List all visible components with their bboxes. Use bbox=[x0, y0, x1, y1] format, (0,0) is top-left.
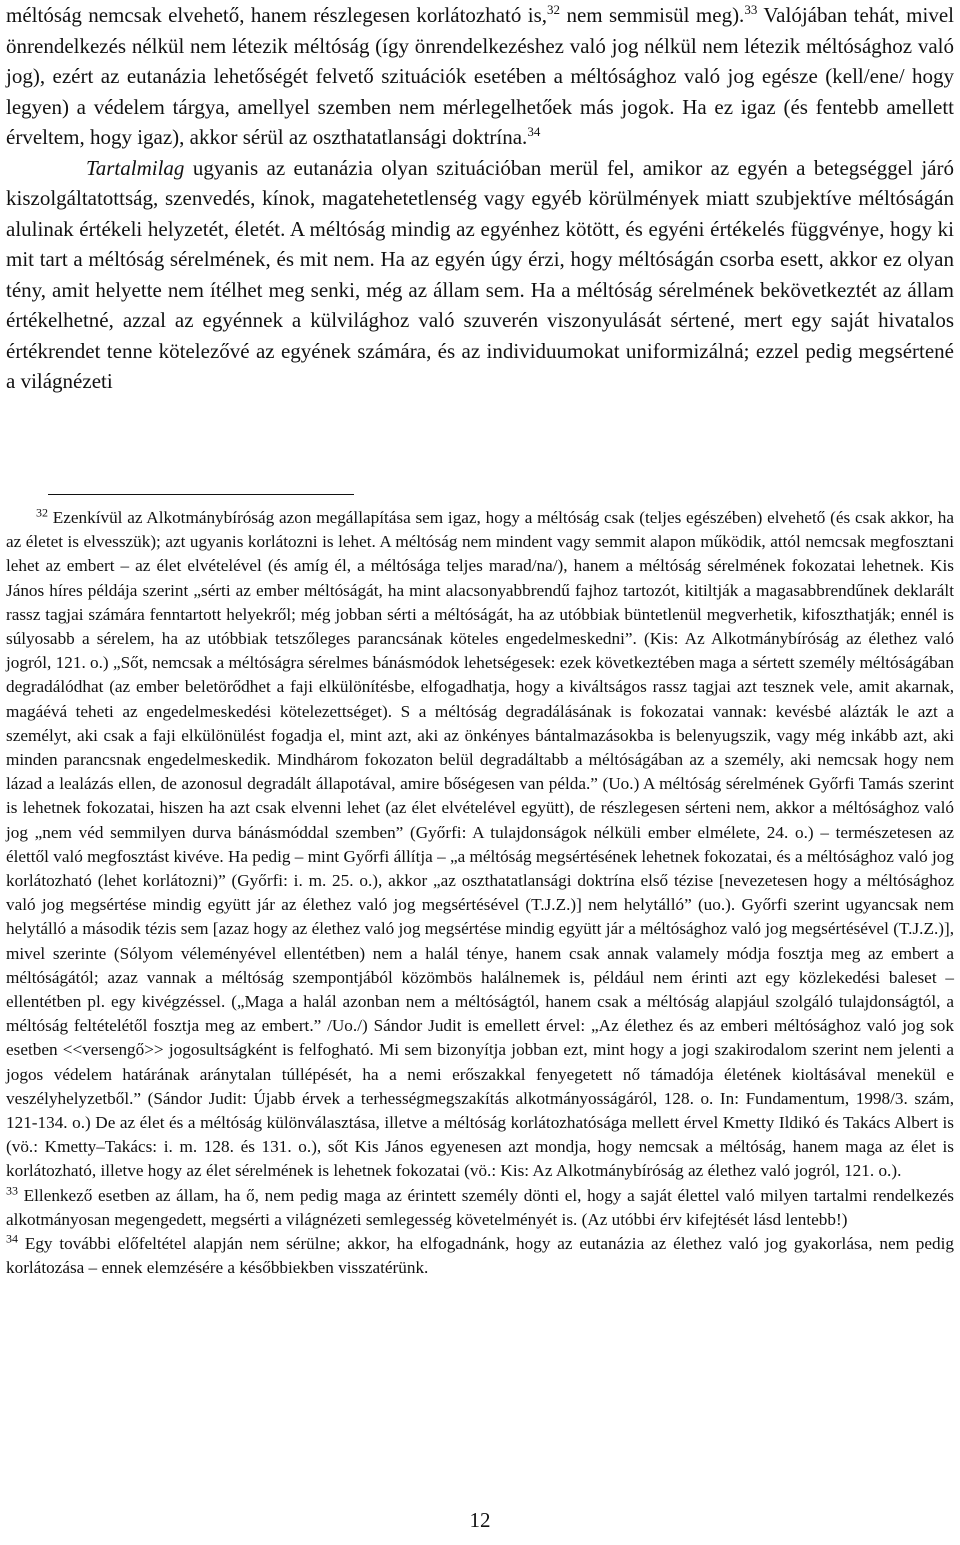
footnote-number: 32 bbox=[36, 505, 48, 520]
footnotes-section bbox=[6, 506, 954, 1281]
document-page bbox=[6, 0, 954, 1545]
paragraph-text: Valójában tehát, mivel önrendelkezés nélkül nem létezik méltóság (így önrendelkezéshez való jog nélkül nem létezik méltósághoz való jog), ezért az eutanázia lehetőségét felvető szituációk esetében a méltósághoz való jog egésze (kell/ene/ hogy legyen) a védelem tárgya, amellyel szemben nem mérlegelhetőek más jogok. Ha ez igaz (és fentebb amellett érveltem, hogy igaz), akkor sérül az oszthatatlansági doktrína. bbox=[6, 3, 954, 149]
footnote-number: 33 bbox=[6, 1182, 18, 1197]
footnote-33 bbox=[6, 1184, 954, 1232]
footnote-ref-34[interactable]: 34 bbox=[527, 124, 541, 139]
emphasized-word: Tartalmilag bbox=[86, 155, 185, 180]
footnote-text: Ezenkívül az Alkotmánybíróság azon megállapítása sem igaz, hogy a méltóság csak (teljes egészében) elvehető (és csak akkor, ha az életet is elvesszük); azt ugyanis korlátozni is lehet. A méltóság nem mindent vagy semmit alapon működik, attól nemcsak megfosztani lehet az embert – az élet elvételével (és amíg él, a méltósága teljes marad/na/), hanem a méltóság sérelmének fokozatai lehetnek. Kis János híres példája szerint „sérti az ember méltóságát, ha mint alacsonyabbrendű fajhoz tartozót, kitiltják a magasabbrendűnek deklarált rassz tagjai számára fenntartott helyekről; még jobban sérti a méltóságát, ha az utóbbiak büntetlenül megverhetik, kifoszthatják; ennél is súlyosabb a sérelem, ha az utóbbiak tetszőleges parancsának köteles engedelmeskedni”. (Kis: Az Alkotmánybíróság az élethez való jogról, 121. o.) „Sőt, nemcsak a méltóságra sérelmes bánásmódok lehetségesek: ezek következtében maga a sértett személy méltóságában degradálódhat (az ember beletörődhet a faji elkülönítésbe, elfogadhatja, hogy a kiváltságos rassz tagjai azt tesznek vele, amit akarnak, magáévá teheti az engedelmeskedési kötelezettséget). S a méltóság degradálásának is fokozatai vannak: kevésbé alázták le azt a személyt, aki csak a faji elkülönülést fogadja el, mint azt, aki az önkényes bántalmazásokba is belenyugszik, vagy még inkább azt, aki minden parancsnak engedelmeskedik. Mindhárom fokozaton belül degradáltabb a méltóságában az a személy, aki nemcsak hogy nem lázad a lealázás ellen, de azonosul degradált állapotával, amire bőségesen van példa.” (Uo.) A méltóság sérelmének Győrfi Tamás szerint is lehetnek fokozatai, hiszen ha azt csak elvenni lehet (az élet elvételével együtt), de részlegesen sérteni nem, akkor a méltósághoz való jog „nem véd semmilyen durva bánásmóddal szemben” (Győrfi: A tulajdonságok nélküli ember elmélete, 24. o.) – természetesen az élettől való megfosztást kivéve. Ha pedig – mint Győrfi állítja – „a méltóság megsértésének lehetnek fokozatai, és a méltósághoz való jog korlátozható (lehet korlátozni)” (Győrfi: i. m. 25. o.), akkor „az oszthatatlansági doktrína első tézise [nevezetesen hogy a méltósághoz való jog megsértése mindig együtt jár az élethez való jog megsértésével (T.J.Z.)] nem helytálló” (uo.). Győrfi szerint ugyancsak nem helytálló a második tézis sem [azaz hogy az élethez való jog megsértése mindig együtt jár a méltósághoz való jog megsértésével (T.J.Z.)], mivel szerinte (Sólyom véleményével ellentétben) nem a halál ténye, hanem csak annak valamely módja fosztja meg az embert a méltóságától; azaz vannak a méltóság szempontjából közömbös halálnemek is, például nem érinti azt egy közlekedési baleset – ellentétben pl. egy kivégzéssel. („Maga a halál azonban nem a méltóságtól, hanem csak a méltóság alapjául szolgáló tulajdonságtól, a méltóság feltételétől fosztja meg az embert.” /Uo./) Sándor Judit is emellett érvel: „Az élethez és az emberi méltósághoz való jog sok esetben <<versengő>> jogosultságként is felfogható. Mi sem bizonyítja jobban ezt, mint hogy a jogi szakirodalom szerint nem jelenti a jogos védelem határának aránytalan túllépését, ha a nemi erőszakkal fenyegetett nő támadója életének kioltásával menekül e veszélyhelyzetből.” (Sándor Judit: Újabb érvek a terhességmegszakítás alkotmányosságáról, 128. o. In: Fundamentum, 1998/3. szám, 121-134. o.) De az élet és a méltóság különválasztása, illetve a méltóság korlátozhatósága mellett érvel Kmetty Ildikó és Takács Albert is (vö.: Kmetty–Takács: i. m. 128. és 131. o.), sőt Kis János egyenesen azt mondja, hogy nemcsak a méltóság, hanem maga az élet is korlátozható, illetve hogy az élet sérelmének is lehetnek fokozatai (vö.: Kis: Az Alkotmánybíróság az élethez való jogról, 121. o.). bbox=[6, 508, 954, 1181]
footnote-ref-33[interactable]: 33 bbox=[744, 2, 758, 17]
footnote-text: Egy további előfeltétel alapján nem sérülne; akkor, ha elfogadnánk, hogy az eutanázia az élethez való jog gyakorlása, nem pedig korlátozása – ennek elemzésére a későbbiekben visszatérünk. bbox=[6, 1234, 954, 1278]
footnote-34 bbox=[6, 1232, 954, 1280]
paragraph-text: nem semmisül meg). bbox=[560, 3, 745, 27]
paragraph-text: méltóság nemcsak elvehető, hanem részlegesen korlátozható is, bbox=[6, 3, 548, 27]
footnote-text: Ellenkező esetben az állam, ha ő, nem pedig maga az érintett személy dönti el, hogy a saját élettel való milyen tartalmi rendelkezés alkotmányosan megengedett, megsérti a világnézeti semlegesség követelményét is. (Az utóbbi érv kifejtését lásd lentebb!) bbox=[6, 1185, 954, 1229]
footnote-separator bbox=[48, 494, 354, 495]
paragraph-text: ugyanis az eutanázia olyan szituációban merül fel, amikor az egyén a betegséggel járó kiszolgáltatottság, szenvedés, kínok, magatehetetlenség vagy egyéb körülmények miatt szubjektíve méltóságán alulinak értékeli helyzetét, életét. A méltóság mindig az egyénhez kötött, és egyéni értékelés függvénye, hogy ki mit tart a méltóság sérelmének, és mit nem. Ha az egyén úgy érzi, hogy méltóságán csorba esett, akkor ez olyan tény, amit helyette nem ítélhet meg senki, még az állam sem. Ha a méltóság sérelmének bekövetkeztét az állam értékelhetné, azzal az egyénnek a külvilághoz való szuverén viszonyulását sértené, mert egy saját hivatalos értékrendet tenne kötelezővé az egyének számára, és az individuumokat uniformizálná; ezzel pedig megsértené a világnézeti bbox=[6, 155, 954, 393]
footnote-number: 34 bbox=[6, 1231, 18, 1246]
paragraph bbox=[6, 153, 954, 397]
main-body-text bbox=[6, 0, 954, 397]
footnote-32 bbox=[6, 506, 954, 1184]
paragraph-continued bbox=[6, 0, 954, 153]
footnote-ref-32[interactable]: 32 bbox=[547, 2, 561, 17]
page-number: 12 bbox=[469, 1508, 491, 1532]
